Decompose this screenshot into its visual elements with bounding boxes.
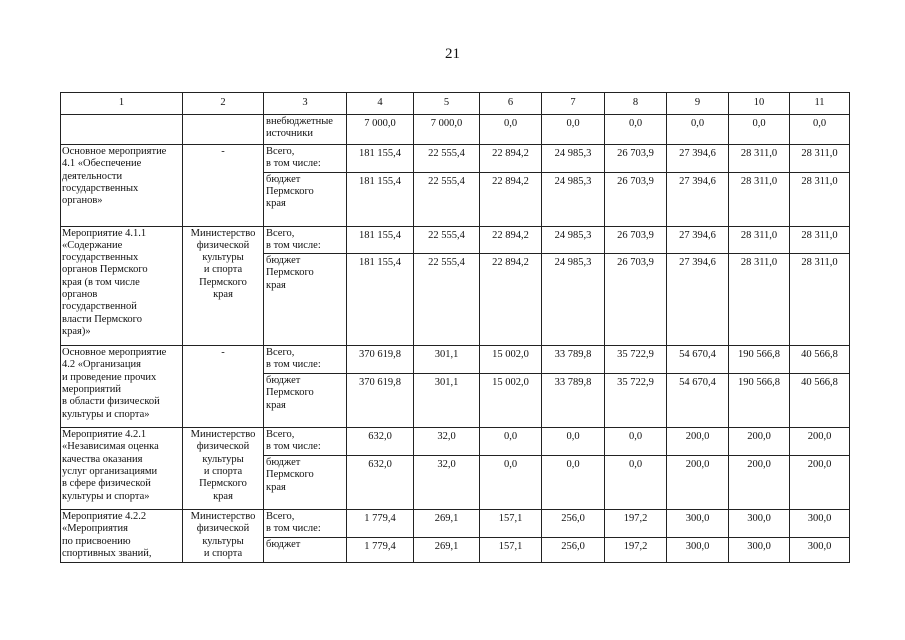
funding-source-cell: бюджет Пермского края — [264, 374, 347, 428]
amount-cell: 28 311,0 — [790, 226, 850, 254]
executor-cell: Министерство физической культуры и спорта Пермского края — [183, 226, 264, 346]
funding-source-cell: бюджет Пермского края — [264, 456, 347, 510]
amount-cell: 35 722,9 — [605, 374, 667, 428]
amount-cell: 27 394,6 — [667, 145, 729, 173]
executor-cell: Министерство физической культуры и спорта Пермского края — [183, 428, 264, 510]
table-row — [61, 115, 850, 145]
amount-cell: 22 555,4 — [414, 145, 480, 173]
amount-cell: 15 002,0 — [480, 346, 542, 374]
amount-cell: 197,2 — [605, 538, 667, 563]
amount-cell: 1 779,4 — [347, 510, 414, 538]
amount-cell: 22 555,4 — [414, 226, 480, 254]
amount-cell: 40 566,8 — [790, 346, 850, 374]
funding-source-cell: Всего, в том числе: — [264, 145, 347, 173]
amount-cell: 28 311,0 — [790, 172, 850, 226]
amount-cell: 26 703,9 — [605, 254, 667, 346]
amount-cell: 28 311,0 — [729, 254, 790, 346]
amount-cell: 22 894,2 — [480, 145, 542, 173]
amount-cell: 0,0 — [480, 428, 542, 456]
amount-cell: 370 619,8 — [347, 374, 414, 428]
table-row — [61, 226, 850, 254]
amount-cell: 33 789,8 — [542, 346, 605, 374]
amount-cell: 28 311,0 — [729, 226, 790, 254]
amount-cell: 40 566,8 — [790, 374, 850, 428]
funding-source-cell: бюджет Пермского края — [264, 254, 347, 346]
amount-cell: 32,0 — [414, 456, 480, 510]
amount-cell: 28 311,0 — [790, 254, 850, 346]
header-cell: 5 — [414, 93, 480, 115]
amount-cell: 7 000,0 — [414, 115, 480, 145]
executor-cell — [183, 115, 264, 145]
executor-cell: Министерство физической культуры и спорта — [183, 510, 264, 563]
amount-cell: 197,2 — [605, 510, 667, 538]
amount-cell: 0,0 — [790, 115, 850, 145]
funding-source-cell: Всего, в том числе: — [264, 226, 347, 254]
amount-cell: 27 394,6 — [667, 226, 729, 254]
amount-cell: 0,0 — [542, 456, 605, 510]
amount-cell: 35 722,9 — [605, 346, 667, 374]
amount-cell: 0,0 — [605, 115, 667, 145]
activity-cell: Мероприятие 4.2.1 «Независимая оценка качества оказания услуг организациями в сфере физической культуры и спорта» — [61, 428, 183, 510]
amount-cell: 301,1 — [414, 374, 480, 428]
header-cell: 2 — [183, 93, 264, 115]
amount-cell: 27 394,6 — [667, 254, 729, 346]
header-cell: 4 — [347, 93, 414, 115]
header-row — [61, 93, 850, 115]
page-number: 21 — [445, 46, 460, 62]
executor-cell: - — [183, 346, 264, 428]
amount-cell: 256,0 — [542, 510, 605, 538]
header-cell: 10 — [729, 93, 790, 115]
amount-cell: 200,0 — [729, 456, 790, 510]
amount-cell: 200,0 — [790, 456, 850, 510]
amount-cell: 22 894,2 — [480, 172, 542, 226]
activity-cell: Мероприятие 4.2.2 «Мероприятия по присвоению спортивных званий, — [61, 510, 183, 563]
amount-cell: 0,0 — [729, 115, 790, 145]
header-cell: 1 — [61, 93, 183, 115]
activity-cell — [61, 115, 183, 145]
amount-cell: 27 394,6 — [667, 172, 729, 226]
amount-cell: 632,0 — [347, 456, 414, 510]
amount-cell: 200,0 — [729, 428, 790, 456]
header-cell: 6 — [480, 93, 542, 115]
amount-cell: 157,1 — [480, 538, 542, 563]
activity-cell: Основное мероприятие 4.2 «Организация и проведение прочих мероприятий в области физической культуры и спорта» — [61, 346, 183, 428]
amount-cell: 54 670,4 — [667, 374, 729, 428]
amount-cell: 300,0 — [667, 538, 729, 563]
amount-cell: 181 155,4 — [347, 254, 414, 346]
funding-source-cell: бюджет — [264, 538, 347, 563]
amount-cell: 200,0 — [790, 428, 850, 456]
header-cell: 8 — [605, 93, 667, 115]
amount-cell: 33 789,8 — [542, 374, 605, 428]
amount-cell: 22 555,4 — [414, 172, 480, 226]
amount-cell: 181 155,4 — [347, 172, 414, 226]
amount-cell: 1 779,4 — [347, 538, 414, 563]
amount-cell: 300,0 — [667, 510, 729, 538]
amount-cell: 269,1 — [414, 538, 480, 563]
amount-cell: 181 155,4 — [347, 226, 414, 254]
amount-cell: 0,0 — [480, 456, 542, 510]
amount-cell: 22 555,4 — [414, 254, 480, 346]
amount-cell: 28 311,0 — [790, 145, 850, 173]
amount-cell: 269,1 — [414, 510, 480, 538]
amount-cell: 301,1 — [414, 346, 480, 374]
amount-cell: 15 002,0 — [480, 374, 542, 428]
amount-cell: 22 894,2 — [480, 226, 542, 254]
amount-cell: 0,0 — [542, 428, 605, 456]
header-cell: 9 — [667, 93, 729, 115]
amount-cell: 28 311,0 — [729, 145, 790, 173]
executor-cell: - — [183, 145, 264, 227]
amount-cell: 32,0 — [414, 428, 480, 456]
funding-source-cell: бюджет Пермского края — [264, 172, 347, 226]
amount-cell: 28 311,0 — [729, 172, 790, 226]
amount-cell: 26 703,9 — [605, 172, 667, 226]
amount-cell: 300,0 — [729, 510, 790, 538]
amount-cell: 24 985,3 — [542, 226, 605, 254]
amount-cell: 256,0 — [542, 538, 605, 563]
amount-cell: 300,0 — [790, 510, 850, 538]
amount-cell: 181 155,4 — [347, 145, 414, 173]
amount-cell: 632,0 — [347, 428, 414, 456]
funding-source-cell: Всего, в том числе: — [264, 510, 347, 538]
amount-cell: 26 703,9 — [605, 145, 667, 173]
activity-cell: Основное мероприятие 4.1 «Обеспечение деятельности государственных органов» — [61, 145, 183, 227]
funding-source-cell: Всего, в том числе: — [264, 346, 347, 374]
amount-cell: 0,0 — [542, 115, 605, 145]
amount-cell: 0,0 — [480, 115, 542, 145]
header-cell: 3 — [264, 93, 347, 115]
amount-cell: 190 566,8 — [729, 346, 790, 374]
funding-source-cell: внебюджетные источники — [264, 115, 347, 145]
amount-cell: 157,1 — [480, 510, 542, 538]
activity-cell: Мероприятие 4.1.1 «Содержание государственных органов Пермского края (в том числе органов государственной власти Пермского края)» — [61, 226, 183, 346]
amount-cell: 200,0 — [667, 428, 729, 456]
funding-source-cell: Всего, в том числе: — [264, 428, 347, 456]
table-row — [61, 510, 850, 538]
table-row — [61, 346, 850, 374]
table-body — [61, 93, 850, 563]
header-cell: 11 — [790, 93, 850, 115]
budget-table — [60, 92, 850, 563]
amount-cell: 26 703,9 — [605, 226, 667, 254]
amount-cell: 54 670,4 — [667, 346, 729, 374]
amount-cell: 370 619,8 — [347, 346, 414, 374]
amount-cell: 24 985,3 — [542, 145, 605, 173]
amount-cell: 0,0 — [667, 115, 729, 145]
amount-cell: 190 566,8 — [729, 374, 790, 428]
amount-cell: 22 894,2 — [480, 254, 542, 346]
amount-cell: 24 985,3 — [542, 172, 605, 226]
amount-cell: 24 985,3 — [542, 254, 605, 346]
table-row — [61, 145, 850, 173]
table-row — [61, 428, 850, 456]
amount-cell: 300,0 — [729, 538, 790, 563]
amount-cell: 7 000,0 — [347, 115, 414, 145]
header-cell: 7 — [542, 93, 605, 115]
amount-cell: 200,0 — [667, 456, 729, 510]
amount-cell: 0,0 — [605, 456, 667, 510]
amount-cell: 0,0 — [605, 428, 667, 456]
amount-cell: 300,0 — [790, 538, 850, 563]
